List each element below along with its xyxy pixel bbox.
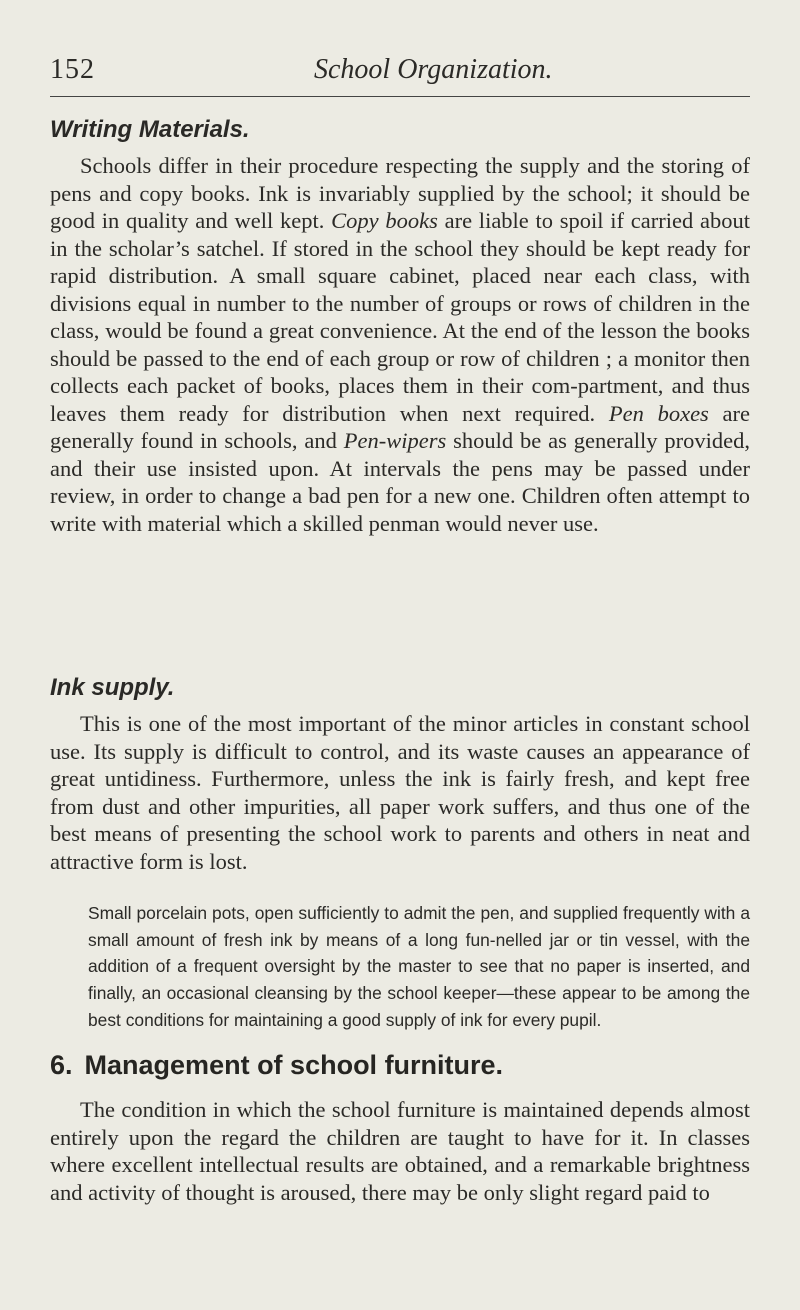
heading-writing-materials: Writing Materials.: [50, 116, 250, 143]
paragraph-ink-supply: This is one of the most important of the minor articles in constant school use. Its supply is difficult to control, and its waste causes an appearance of great untidiness. Furthermore, unless the ink is fairly fresh, and kept free from dust and other impurities, all paper work suffers, and thus one of the best means of presenting the school work to parents and others in neat and attractive form is lost.: [50, 711, 750, 874]
small-print-ink-note: Small porcelain pots, open sufficiently to admit the pen, and supplied frequently with a small amount of fresh ink by means of a long fun-nelled jar or tin vessel, with the addition of a frequent oversight by the master to see that no paper is inserted, and finally, an occasional cleansing by the school keeper—these appear to be among the best conditions for maintaining a good supply of ink for every pupil.: [88, 903, 750, 1030]
paragraph-writing-materials: Schools differ in their procedure respecting the supply and the storing of pens and copy books. Ink is invariably supplied by the school; it should be good in quality and well kept. Copy books are liable to spoil if carried about in the scholar’s satchel. If stored in the school they should be kept ready for rapid distribution. A small square cabinet, placed near each class, with divisions equal in number to the number of groups or rows of children in the class, would be found a great convenience. At the end of the lesson the books should be passed to the end of each group or row of children ; a monitor then collects each packet of books, places them in their com-partment, and thus leaves them ready for distribution when next required. Pen boxes are generally found in schools, and Pen-wipers should be as generally provided, and their use insisted upon. At intervals the pens may be passed under review, in order to change a bad pen for a new one. Children often attempt to write with material which a skilled penman would never use.: [50, 153, 750, 536]
page-number: 152: [50, 54, 95, 85]
paragraph-furniture: The condition in which the school furniture is maintained depends almost entirely upon the regard the children are taught to have for it. In classes where excellent intellectual results are obtained, and a remarkable brightness and activity of thought is aroused, there may be only slight regard paid to: [50, 1097, 750, 1205]
header-rule: [50, 96, 750, 97]
running-head: [50, 52, 750, 92]
section-title: Management of school furniture.: [84, 1050, 504, 1080]
section-heading-furniture: [50, 1050, 503, 1081]
running-title: School Organization.: [314, 54, 553, 85]
section-number: 6.: [50, 1050, 73, 1080]
heading-ink-supply: Ink supply.: [50, 674, 175, 701]
